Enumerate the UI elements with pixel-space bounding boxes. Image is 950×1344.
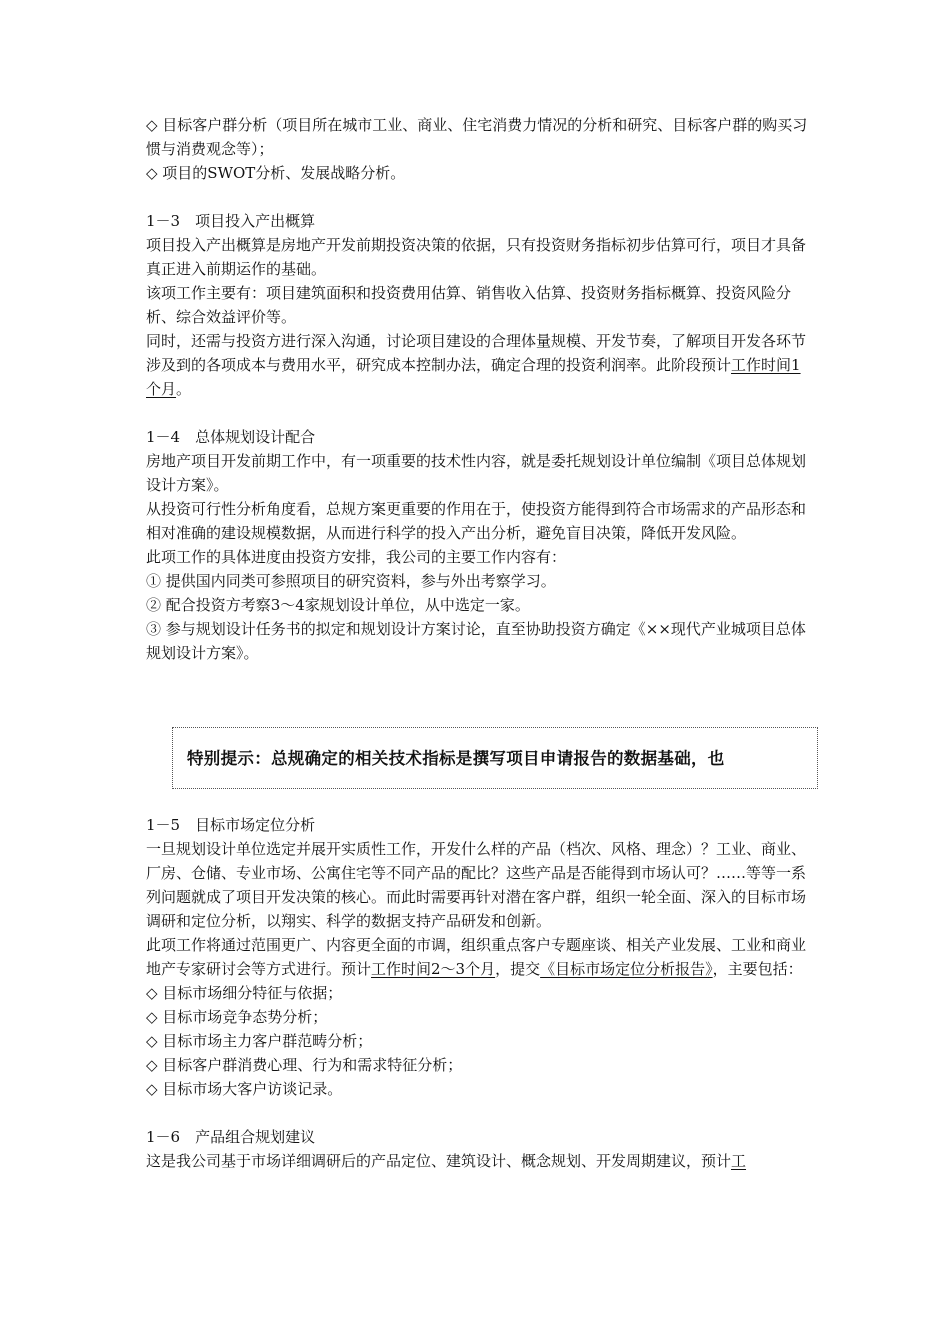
paragraph: 此项工作的具体进度由投资方安排，我公司的主要工作内容有： xyxy=(146,548,567,566)
paragraph: 房地产项目开发前期工作中，有一项重要的技术性内容，就是委托规划设计单位编制《项目总体规划设计方案》。 xyxy=(146,452,807,494)
list-item: ② 配合投资方考察3～4家规划设计单位，从中选定一家。 xyxy=(146,596,530,614)
heading-1-4: 1－4 总体规划设计配合 xyxy=(146,428,316,446)
list-item: ③ 参与规划设计任务书的拟定和规划设计方案讨论，直至协助投资方确定《××现代产业城项目总体规划设计方案》。 xyxy=(146,620,806,662)
text-run: 此项工作将通过范围更广、内容更全面的市调，组织重点客户专题座谈、相关产业发展、工业和商业地产专家研讨会等方式进行。预计 xyxy=(146,936,807,978)
spacer xyxy=(146,185,808,209)
text-run: 这是我公司基于市场详细调研后的产品定位、建筑设计、概念规划、开发周期建议，预计 xyxy=(146,1152,732,1170)
paragraph: 一旦规划设计单位选定并展开实质性工作，开发什么样的产品（档次、风格、理念）？工业、商业、厂房、仓储、专业市场、公寓住宅等不同产品的配比？这些产品是否能得到市场认可？……等等一系列问题就成了项目开发决策的核心。而此时需要再针对潜在客户群，组织一轮全面、深入的目标市场调研和定位分析，以翔实、科学的数据支持产品研发和创新。 xyxy=(146,840,807,930)
list-item: ◇ 目标市场细分特征与依据； xyxy=(146,984,343,1002)
spacer xyxy=(146,1101,808,1125)
heading-1-6: 1－6 产品组合规划建议 xyxy=(146,1128,316,1146)
text-run: ，提交 xyxy=(495,960,541,978)
bullet-target-customer: ◇ 目标客户群分析（项目所在城市工业、商业、住宅消费力情况的分析和研究、目标客户群的购买习惯与消费观念等）； xyxy=(146,116,808,158)
document-body-bottom xyxy=(146,813,808,1173)
paragraph xyxy=(146,933,808,981)
underlined-text: 工作时间2～3个月 xyxy=(371,960,496,978)
paragraph: 从投资可行性分析角度看，总规方案更重要的作用在于，使投资方能得到符合市场需求的产品形态和相对准确的建设规模数据，从而进行科学的投入产出分析，避免盲目决策，降低开发风险。 xyxy=(146,500,807,542)
list-item: ① 提供国内同类可参照项目的研究资料，参与外出考察学习。 xyxy=(146,572,556,590)
list-item: ◇ 目标市场大客户访谈记录。 xyxy=(146,1080,343,1098)
bullet-swot: ◇ 项目的SWOT分析、发展战略分析。 xyxy=(146,164,406,182)
underlined-text: 工作时间1个月 xyxy=(146,356,801,398)
heading-1-5: 1－5 目标市场定位分析 xyxy=(146,816,316,834)
list-item: ◇ 目标市场主力客户群范畴分析； xyxy=(146,1032,373,1050)
paragraph xyxy=(146,1149,808,1173)
paragraph: 该项工作主要有：项目建筑面积和投资费用估算、销售收入估算、投资财务指标概算、投资风险分析、综合效益评价等。 xyxy=(146,284,792,326)
special-notice-text: 特别提示：总规确定的相关技术指标是撰写项目申请报告的数据基础，也 xyxy=(187,749,725,768)
underlined-text: 工 xyxy=(731,1152,747,1170)
list-item: ◇ 目标市场竞争态势分析； xyxy=(146,1008,328,1026)
special-notice-box xyxy=(172,727,818,789)
paragraph xyxy=(146,329,808,401)
list-item: ◇ 目标客户群消费心理、行为和需求特征分析； xyxy=(146,1056,463,1074)
text-run: 同时，还需与投资方进行深入沟通，讨论项目建设的合理体量规模、开发节奏，了解项目开发各环节涉及到的各项成本与费用水平，研究成本控制办法，确定合理的投资利润率。此阶段预计 xyxy=(146,332,807,374)
paragraph: 项目投入产出概算是房地产开发前期投资决策的依据，只有投资财务指标初步估算可行，项目才具备真正进入前期运作的基础。 xyxy=(146,236,807,278)
spacer xyxy=(146,401,808,425)
underlined-text: 《目标市场定位分析报告》 xyxy=(540,960,713,978)
heading-1-3: 1－3 项目投入产出概算 xyxy=(146,212,316,230)
text-run: 。 xyxy=(176,380,192,398)
document-body-top xyxy=(146,113,808,665)
text-run: ，主要包括： xyxy=(712,960,803,978)
